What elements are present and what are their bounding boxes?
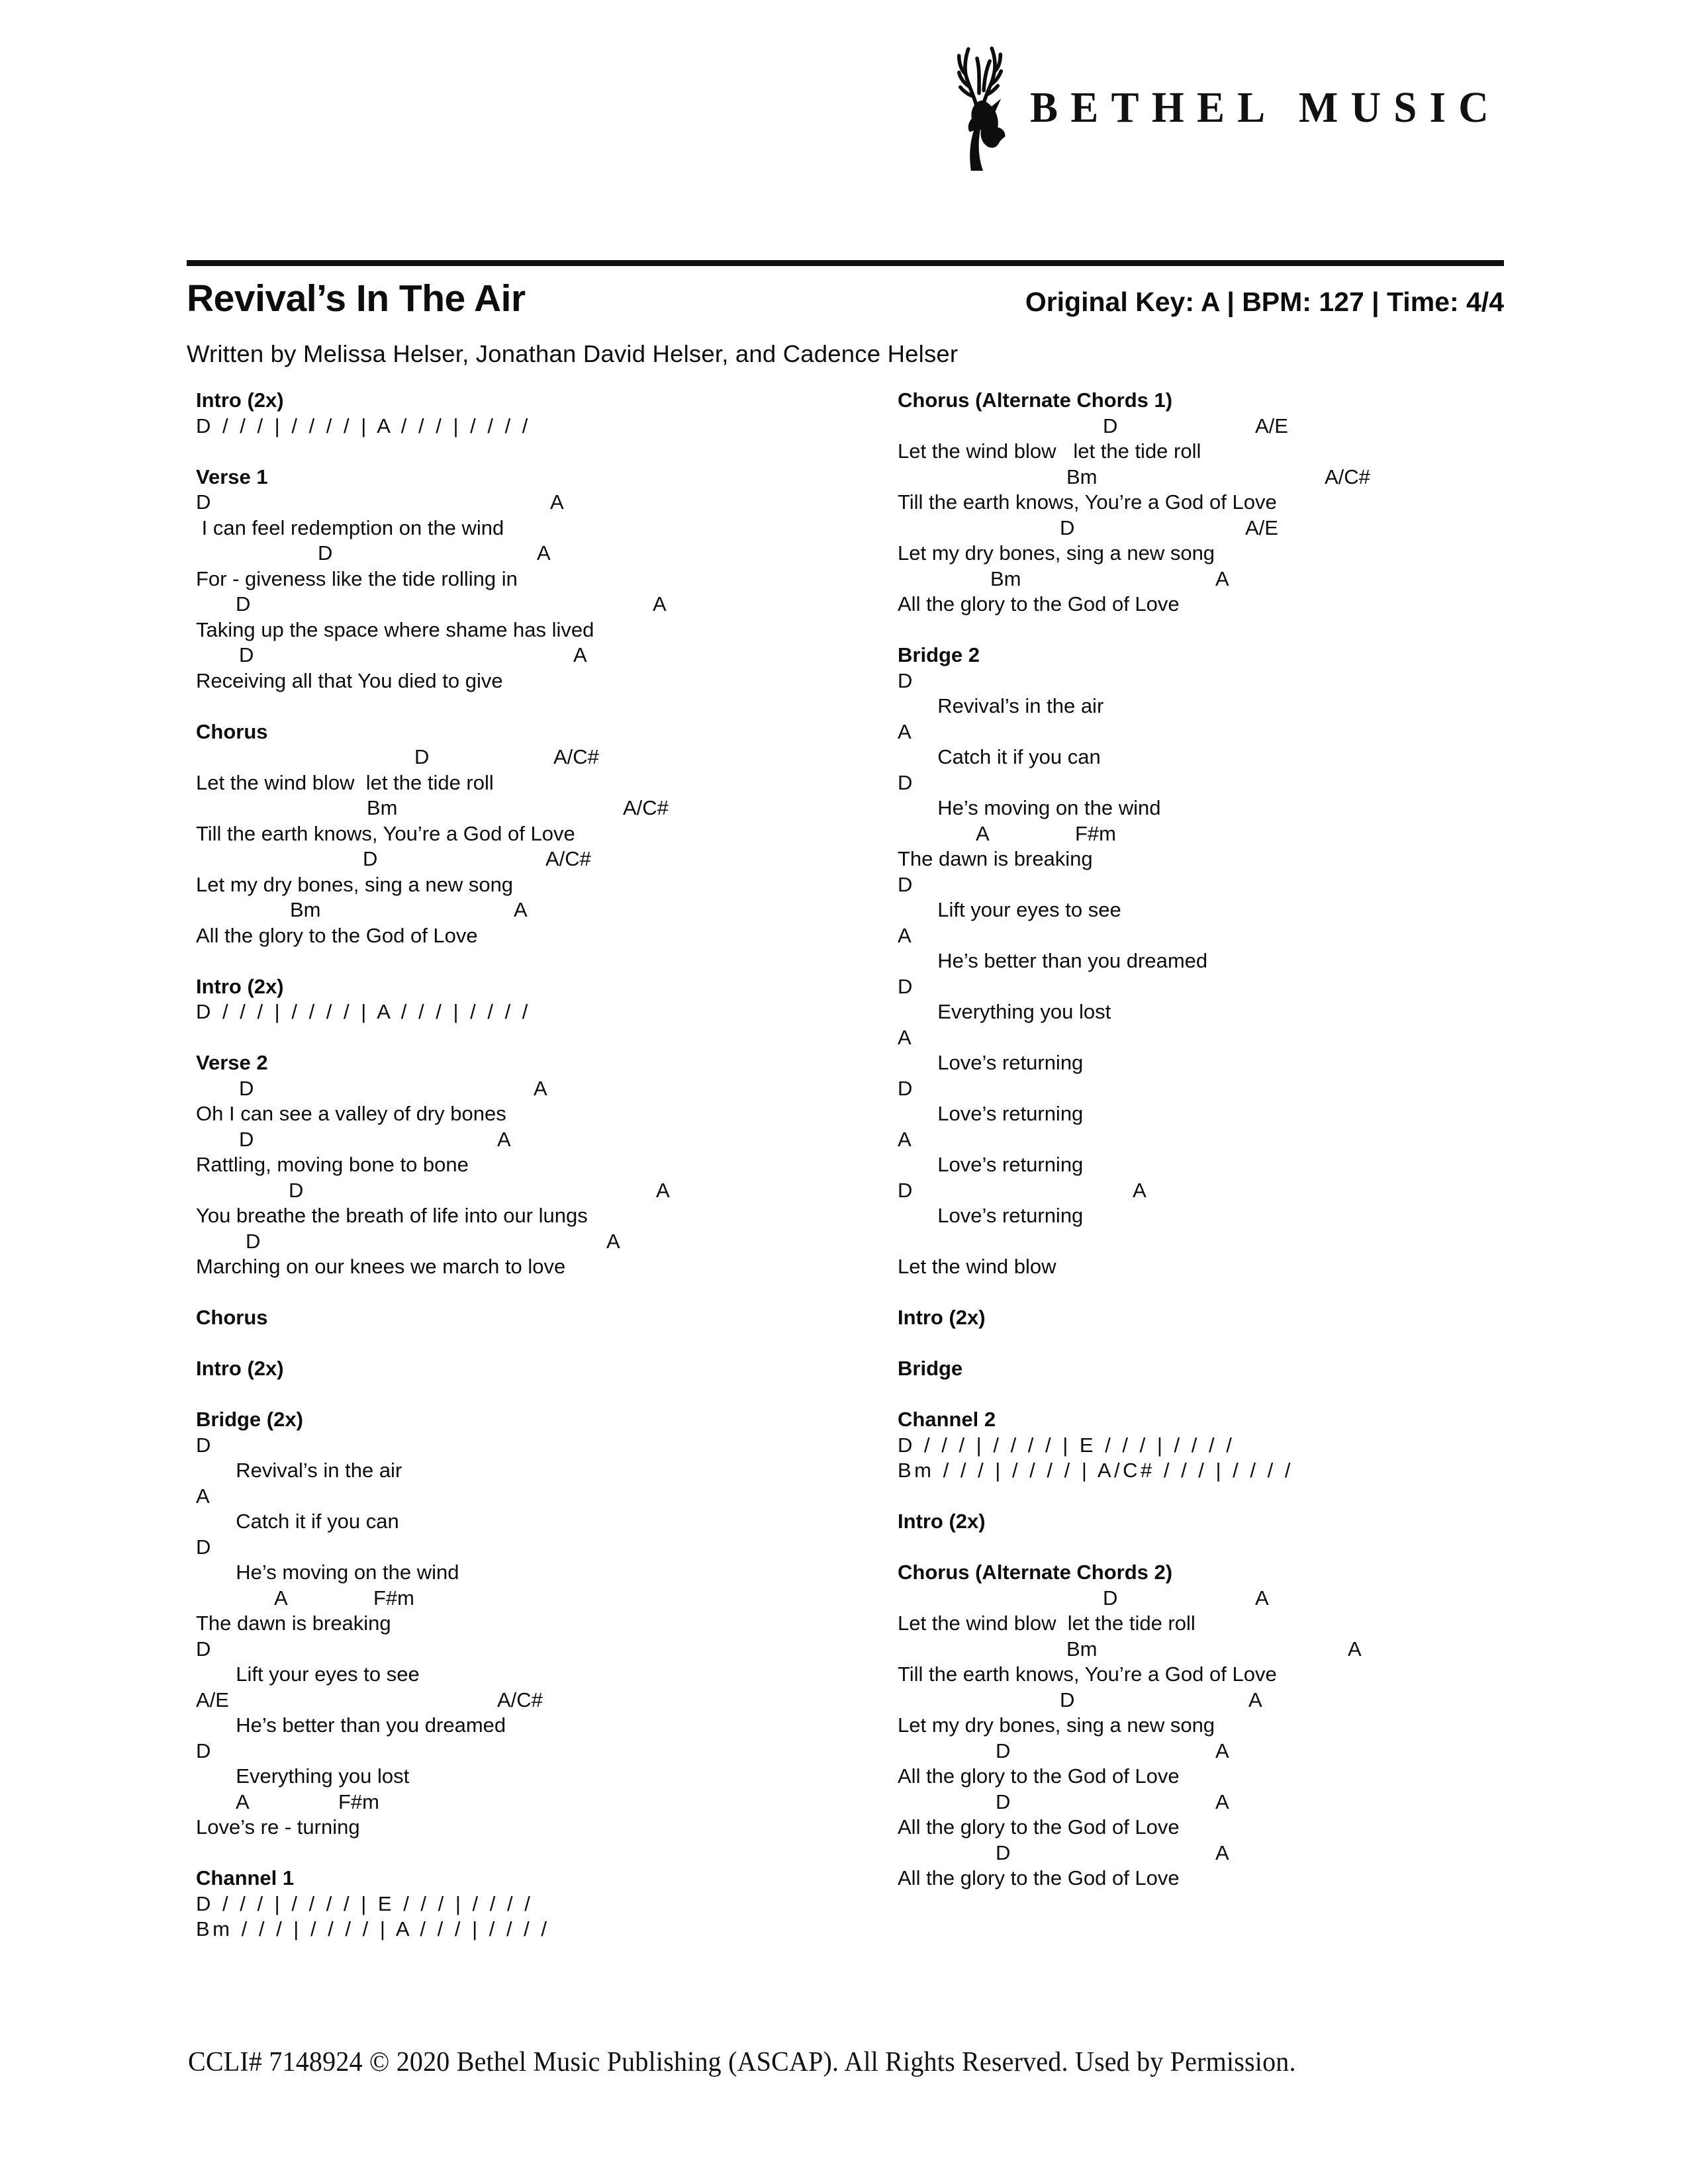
chord: A: [1348, 1637, 1362, 1661]
chord: A/C#: [1325, 465, 1370, 488]
section-heading: Bridge (2x): [196, 1408, 303, 1431]
lyric-line: Lift your eyes to see: [196, 1662, 420, 1686]
column-left: [196, 388, 898, 1968]
section-heading: Chorus: [196, 719, 268, 743]
section-heading: Chorus (Alternate Chords 1): [898, 388, 1173, 412]
chord: A: [1255, 1586, 1269, 1610]
chord: D: [196, 1535, 211, 1559]
chord: D: [996, 1790, 1011, 1813]
chord: Bm: [367, 796, 398, 819]
chord: D: [196, 1637, 211, 1661]
chord: A/C#: [497, 1688, 543, 1711]
lyric-line: He’s better than you dreamed: [196, 1713, 506, 1737]
chord: Bm: [290, 898, 321, 921]
lyric-line: Marching on our knees we march to love: [196, 1255, 566, 1278]
lyric-line: Let my dry bones, sing a new song: [898, 541, 1215, 565]
chord: A: [898, 1127, 912, 1151]
lyric-line: Love’s returning: [898, 1153, 1084, 1176]
chord: D: [239, 643, 254, 666]
chord: A: [1215, 1739, 1229, 1762]
chord-line: [898, 1025, 1599, 1051]
lyric-line: Let my dry bones, sing a new song: [898, 1713, 1215, 1737]
song-section: [196, 719, 898, 949]
lyric-line: For - giveness like the tide rolling in: [196, 567, 518, 590]
lyric-line: Love’s returning: [898, 1051, 1084, 1074]
lyric-line: Till the earth knows, You’re a God of Love: [898, 490, 1277, 514]
chord: A: [653, 592, 667, 615]
chord: D: [1060, 1688, 1075, 1711]
chord: D: [898, 770, 913, 794]
lyric-line: Let the wind blow let the tide roll: [898, 1612, 1196, 1635]
chord: D: [236, 592, 251, 615]
lyric-line: I can feel redemption on the wind: [196, 516, 504, 539]
lyric-line: Love’s returning: [898, 1204, 1084, 1227]
chord-run-line: D / / / | / / / / | E / / / | / / / /: [196, 1891, 534, 1915]
lyric-line: Let the wind blow: [898, 1255, 1056, 1278]
chord-line: [196, 796, 898, 821]
chord: A: [573, 643, 587, 666]
chord-line: [196, 1076, 898, 1102]
chord: A: [274, 1586, 288, 1610]
song-section: [196, 974, 898, 1025]
chord-line: [898, 516, 1599, 541]
chord-line: [196, 541, 898, 567]
lyric-line: Till the earth knows, You’re a God of Love: [898, 1662, 1277, 1686]
chord: A: [236, 1790, 250, 1813]
chord: D: [318, 541, 333, 565]
chord-line: [898, 1790, 1599, 1815]
chord: A: [534, 1076, 547, 1100]
chord: A: [497, 1127, 511, 1151]
section-heading: Bridge 2: [898, 643, 980, 666]
chord: D: [1103, 1586, 1118, 1610]
song-section: [898, 388, 1599, 617]
chord: A: [976, 821, 990, 845]
chord-line: [898, 821, 1599, 847]
chord-line: [898, 1586, 1599, 1612]
chord-line: [196, 490, 898, 516]
chord-line: [898, 1739, 1599, 1764]
song-section: [898, 1305, 1599, 1331]
chord: A: [898, 923, 912, 947]
chord-line: [196, 897, 898, 923]
lyric-line: He’s moving on the wind: [898, 796, 1161, 819]
chord: A: [550, 490, 564, 514]
chord: D: [239, 1076, 254, 1100]
chord-line: [898, 1076, 1599, 1102]
song-meta: Original Key: A | BPM: 127 | Time: 4/4: [1025, 287, 1504, 317]
chord: A: [514, 898, 528, 921]
section-heading: Intro (2x): [898, 1510, 986, 1533]
chord: A/E: [1255, 414, 1288, 437]
chord-line: [196, 1484, 898, 1510]
chord: D: [196, 1433, 211, 1457]
byline: Written by Melissa Helser, Jonathan David Helser, and Cadence Helser: [187, 340, 959, 367]
chord: A/C#: [553, 745, 599, 768]
section-heading: Chorus: [196, 1306, 268, 1329]
chord: D: [1103, 414, 1118, 437]
chord-line: [196, 1433, 898, 1459]
chord: A: [1215, 567, 1229, 590]
chord-line: [898, 1841, 1599, 1866]
chord: D: [1060, 516, 1075, 539]
song-section: [898, 1509, 1599, 1535]
chord: F#m: [1075, 821, 1116, 845]
chord-line: [898, 770, 1599, 796]
chord-line: [898, 872, 1599, 898]
chord: D: [414, 745, 430, 768]
chord: Bm: [990, 567, 1021, 590]
footer-text: CCLI# 7148924 © 2020 Bethel Music Publishing (ASCAP). All Rights Reserved. Used by Permission.: [188, 2046, 1296, 2077]
line-gap: [898, 1229, 1599, 1255]
chord: A: [898, 719, 912, 743]
lyric-line: Till the earth knows, You’re a God of Love: [196, 821, 575, 845]
song-section: [196, 1407, 898, 1841]
section-heading: Bridge: [898, 1357, 963, 1380]
section-heading: Verse 1: [196, 465, 268, 488]
song-title: Revival’s In The Air: [187, 277, 526, 320]
lyric-line: Rattling, moving bone to bone: [196, 1153, 469, 1176]
lyric-line: Let the wind blow let the tide roll: [898, 439, 1201, 463]
section-heading: Channel 2: [898, 1408, 996, 1431]
divider-rule: [187, 260, 1504, 266]
lyric-line: Lift your eyes to see: [898, 898, 1121, 921]
song-section: [196, 1050, 898, 1280]
chord: A/C#: [545, 847, 591, 870]
lyric-line: You breathe the breath of life into our lungs: [196, 1204, 588, 1227]
lyric-line: Revival’s in the air: [898, 694, 1104, 717]
song-section: [898, 643, 1599, 1280]
column-right: [898, 388, 1599, 1917]
deer-head-icon: [952, 44, 1006, 171]
chord: D: [898, 872, 913, 896]
chord-line: [196, 1790, 898, 1815]
chord-line: [898, 1688, 1599, 1713]
chord-line: [196, 1229, 898, 1255]
chord: A: [537, 541, 551, 565]
chord: A: [1215, 1790, 1229, 1813]
lyric-line: Receiving all that You died to give: [196, 668, 503, 692]
chord-line: [898, 719, 1599, 745]
chord: D: [289, 1178, 304, 1202]
chord: A: [1215, 1841, 1229, 1864]
song-section: [196, 388, 898, 439]
chord: A/E: [196, 1688, 229, 1711]
chord-line: [196, 1637, 898, 1662]
chord-run-line: Bm / / / | / / / / | A/C# / / / | / / / /: [898, 1459, 1293, 1482]
chord: A/E: [1245, 516, 1278, 539]
chord: F#m: [338, 1790, 379, 1813]
chord-line: [196, 592, 898, 617]
section-heading: Intro (2x): [196, 974, 284, 998]
chord-line: [898, 567, 1599, 592]
song-section: [196, 465, 898, 694]
lyric-line: Everything you lost: [898, 1000, 1111, 1023]
chord-line: [196, 1178, 898, 1204]
chord-line: [898, 414, 1599, 439]
chord-line: [196, 846, 898, 872]
chord-line: [898, 1127, 1599, 1153]
section-heading: Intro (2x): [196, 1357, 284, 1380]
lyric-line: All the glory to the God of Love: [898, 592, 1180, 615]
chord: D: [246, 1229, 261, 1253]
song-section: [898, 1560, 1599, 1891]
chord-run-line: D / / / | / / / / | E / / / | / / / /: [898, 1433, 1235, 1457]
chord-line: [196, 1586, 898, 1612]
chord-line: [898, 465, 1599, 490]
lyric-line: All the glory to the God of Love: [196, 923, 478, 947]
lyric-line: He’s moving on the wind: [196, 1561, 459, 1584]
song-section: [196, 1305, 898, 1331]
chord: D: [898, 1076, 913, 1100]
song-section: [898, 1407, 1599, 1484]
song-section: [196, 1866, 898, 1942]
chord: A: [898, 1025, 912, 1049]
chord-run-line: D / / / | / / / / | A / / / | / / / /: [196, 1000, 531, 1023]
lyric-line: Revival’s in the air: [196, 1459, 402, 1482]
chord: A: [656, 1178, 670, 1202]
song-section: [898, 1356, 1599, 1382]
lyric-line: Everything you lost: [196, 1764, 410, 1788]
lyric-line: All the glory to the God of Love: [898, 1815, 1180, 1839]
lyric-line: Taking up the space where shame has lived: [196, 617, 594, 641]
chord: A: [606, 1229, 620, 1253]
chord-run-line: D / / / | / / / / | A / / / | / / / /: [196, 414, 531, 437]
chord-run-line: Bm / / / | / / / / | A / / / | / / / /: [196, 1917, 550, 1940]
chord: A: [1248, 1688, 1262, 1711]
lyric-line: Catch it if you can: [196, 1510, 399, 1533]
lyric-line: Love’s returning: [898, 1102, 1084, 1125]
chord: A: [196, 1484, 210, 1508]
chord-line: [898, 1178, 1599, 1204]
lyric-line: Let my dry bones, sing a new song: [196, 872, 514, 896]
song-section: [196, 1356, 898, 1382]
chord: D: [363, 847, 378, 870]
chord-line: [196, 643, 898, 668]
brand-text: BETHEL MUSIC: [1030, 83, 1501, 131]
chord-line: [196, 1127, 898, 1153]
lyric-line: He’s better than you dreamed: [898, 949, 1208, 972]
lyric-line: All the glory to the God of Love: [898, 1764, 1180, 1788]
lyric-line: Catch it if you can: [898, 745, 1101, 768]
chord-line: [898, 923, 1599, 949]
chord: D: [239, 1127, 254, 1151]
lyric-line: Love’s re - turning: [196, 1815, 360, 1839]
lyric-line: Oh I can see a valley of dry bones: [196, 1102, 506, 1125]
chord-line: [196, 1739, 898, 1764]
chord: D: [898, 1178, 913, 1202]
chord: A: [1133, 1178, 1147, 1202]
chord: D: [996, 1739, 1011, 1762]
section-heading: Intro (2x): [898, 1306, 986, 1329]
section-heading: Chorus (Alternate Chords 2): [898, 1561, 1173, 1584]
lyric-line: The dawn is breaking: [898, 847, 1093, 870]
chord-line: [196, 1535, 898, 1561]
chord: D: [996, 1841, 1011, 1864]
chord: D: [196, 490, 211, 514]
chord-line: [196, 1688, 898, 1713]
title-bar: [187, 277, 1504, 320]
chord-line: [196, 745, 898, 770]
chord-line: [898, 1637, 1599, 1662]
section-heading: Intro (2x): [196, 388, 284, 412]
lyric-line: All the glory to the God of Love: [898, 1866, 1180, 1889]
section-heading: Channel 1: [196, 1866, 295, 1889]
chord: F#m: [373, 1586, 414, 1610]
chord: A/C#: [623, 796, 669, 819]
chord: Bm: [1066, 1637, 1098, 1661]
chord: D: [898, 974, 913, 998]
chord: Bm: [1066, 465, 1098, 488]
bethel-music-logo: [952, 44, 1501, 171]
chord-line: [898, 974, 1599, 1000]
lyric-line: The dawn is breaking: [196, 1612, 391, 1635]
chord: D: [898, 668, 913, 692]
chord-line: [898, 668, 1599, 694]
section-heading: Verse 2: [196, 1051, 268, 1074]
chord: D: [196, 1739, 211, 1762]
lyric-line: Let the wind blow let the tide roll: [196, 770, 494, 794]
